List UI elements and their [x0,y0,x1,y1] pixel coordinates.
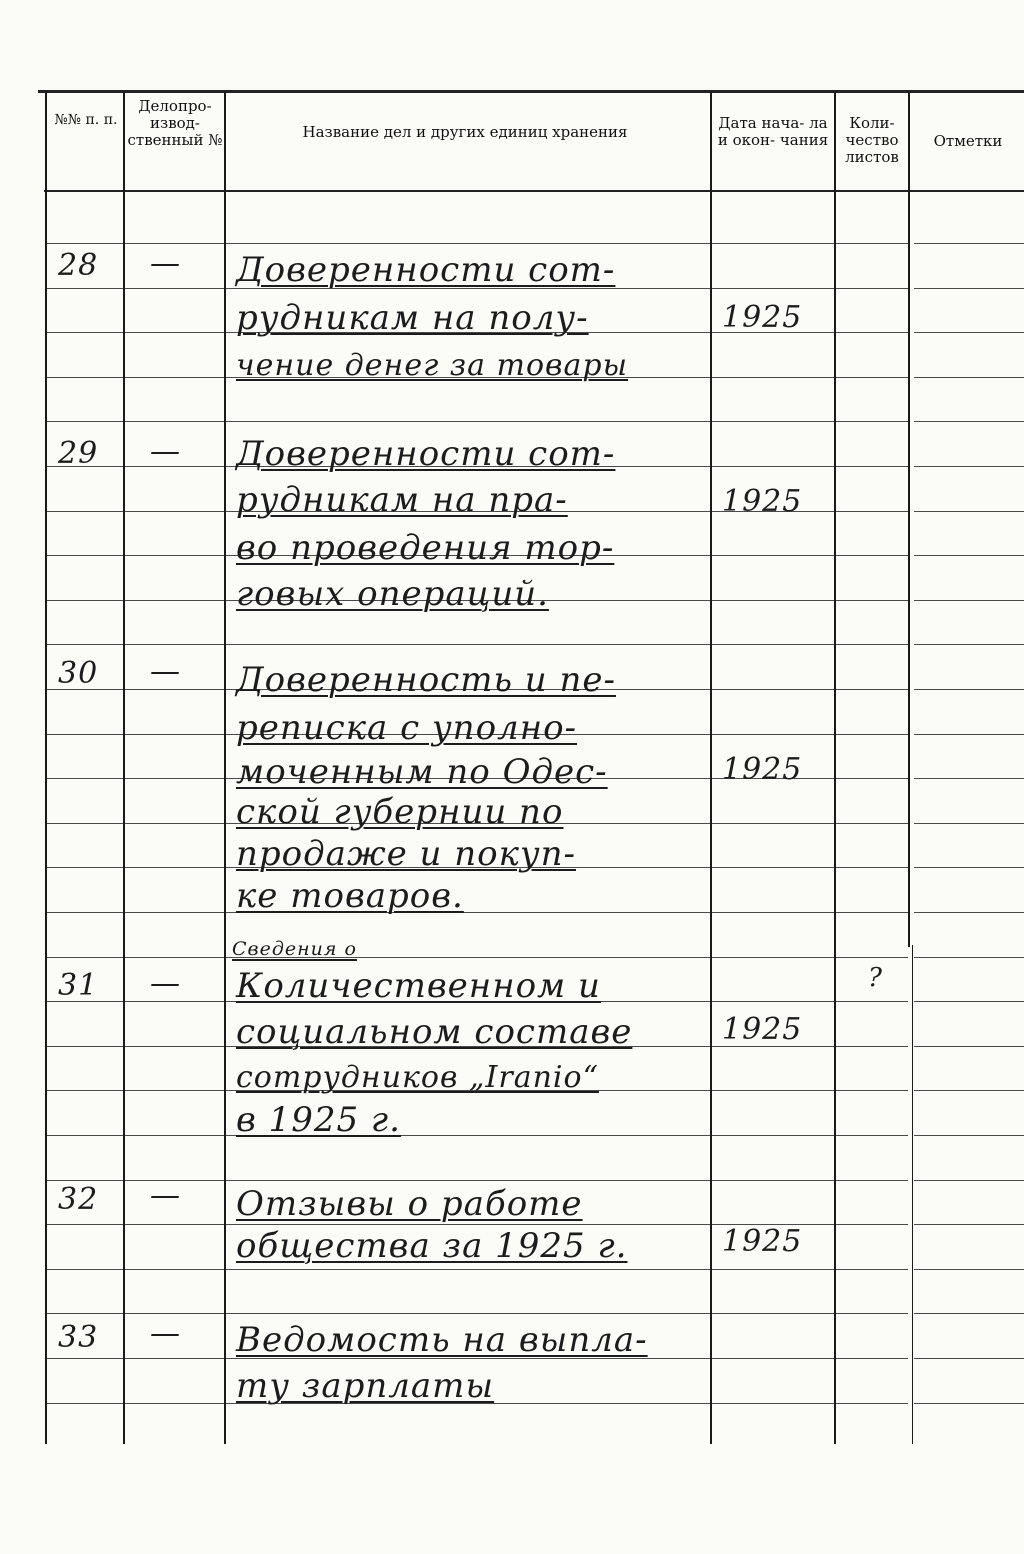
column-line-4 [710,92,712,1444]
ruled-line [226,421,710,422]
ruled-line [712,1403,834,1404]
ruled-line [47,243,123,244]
ruled-line [47,867,123,868]
ruled-line [47,957,123,958]
ruled-line [125,957,224,958]
ruled-line [712,466,834,467]
ruled-line [125,555,224,556]
ruled-line [712,1269,834,1270]
ruled-line [914,1090,1024,1091]
ruled-line [914,1358,1024,1359]
entry-inserted-note: Сведения о [232,938,357,960]
ruled-line [125,734,224,735]
ruled-line [226,1269,710,1270]
ruled-line [226,243,710,244]
ruled-line [712,1135,834,1136]
entry-title-line: чение денег за товары [236,348,629,383]
header-col-dates: Дата нача- ла и окон- чания [717,114,829,149]
entry-title-line: во проведения тор- [236,528,615,568]
entry-title-line: говых операций. [236,574,549,614]
ruled-line [125,332,224,333]
column-line-6 [908,92,910,947]
entry-title-line: Отзывы о работе [236,1184,583,1224]
entry-office-number: — [150,1316,181,1351]
ruled-line [47,1403,123,1404]
entry-number: 30 [58,656,99,691]
ruled-line [914,466,1024,467]
ruled-line [712,377,834,378]
entry-number: 33 [58,1320,99,1355]
ruled-line [836,1403,908,1404]
ruled-line [836,1046,908,1047]
ruled-line [712,555,834,556]
ruled-line [125,288,224,289]
ruled-line [47,1313,123,1314]
header-col-title: Название дел и других единиц хранения [302,123,628,141]
ruled-line [712,734,834,735]
ruled-line [47,288,123,289]
entry-title-line: сотрудников „Iranio“ [236,1060,599,1095]
ruled-line [712,1001,834,1002]
ruled-line [836,689,908,690]
entry-number: 31 [58,968,99,1003]
column-line-6b [912,945,913,1444]
ruled-line [914,1269,1024,1270]
ruled-line [712,1313,834,1314]
ruled-line [836,511,908,512]
entry-title-line: рудникам на пра- [236,480,568,520]
ruled-line [914,1313,1024,1314]
ruled-line [47,1269,123,1270]
entry-title-line: Доверенности сот- [236,434,616,474]
ruled-line [712,421,834,422]
ruled-line [914,689,1024,690]
ruled-line [914,1001,1024,1002]
ruled-line [914,555,1024,556]
ruled-line [914,377,1024,378]
entry-title-line: ту зарплаты [236,1366,495,1406]
entry-title-line: ке товаров. [236,876,464,916]
ruled-line [836,466,908,467]
ruled-line [914,332,1024,333]
ruled-line [836,734,908,735]
entry-office-number: — [150,434,181,469]
ruled-line [836,912,908,913]
ruled-line [125,511,224,512]
ruled-line [914,734,1024,735]
entry-date: 1925 [722,752,803,787]
ruled-line [836,1358,908,1359]
ruled-line [125,867,224,868]
entry-title-line: общества за 1925 г. [236,1226,628,1266]
ruled-line [125,1358,224,1359]
entry-office-number: — [150,654,181,689]
column-line-5 [834,92,836,1444]
entry-number: 28 [58,248,99,283]
ruled-line [914,421,1024,422]
ruled-line [836,1001,908,1002]
ruled-line [914,1135,1024,1136]
entry-title-line: Доверенность и пе- [236,660,616,700]
entry-title-line: моченным по Одес- [236,752,608,792]
ruled-line [47,1135,123,1136]
ruled-line [125,912,224,913]
ruled-line [125,1135,224,1136]
entry-title-line: Ведомость на выпла- [236,1320,648,1360]
entry-office-number: — [150,246,181,281]
ruled-line [712,243,834,244]
ruled-line [836,600,908,601]
ruled-line [47,600,123,601]
ruled-line [47,734,123,735]
ruled-line [712,1090,834,1091]
ruled-line [47,1224,123,1225]
ruled-line [914,778,1024,779]
header-col-notes: Отметки [933,132,1003,150]
entry-date: 1925 [722,1224,803,1259]
ruled-line [125,823,224,824]
column-line-1 [45,92,47,1444]
ruled-line [125,1403,224,1404]
ruled-line [914,912,1024,913]
ruled-line [914,511,1024,512]
ruled-line [836,644,908,645]
header-col-num: №№ п. п. [54,112,118,128]
ruled-line [836,1269,908,1270]
ruled-line [914,288,1024,289]
ruled-line [125,1046,224,1047]
ruled-line [836,1135,908,1136]
entry-office-number: — [150,1178,181,1213]
ruled-line [836,778,908,779]
ruled-line [914,957,1024,958]
ruled-line [836,1224,908,1225]
ruled-line [712,1180,834,1181]
entry-title-line: продаже и покуп- [236,834,577,874]
entry-title-line: реписка с уполно- [236,708,578,748]
ruled-line [125,1269,224,1270]
ruled-line [712,689,834,690]
entry-title-line: Количественном и [236,966,601,1006]
ruled-line [125,778,224,779]
ruled-line [125,1090,224,1091]
top-border [38,90,1024,93]
ruled-line [47,1090,123,1091]
entry-title-line: в 1925 г. [236,1100,401,1140]
ruled-line [125,1224,224,1225]
ruled-line [712,912,834,913]
ruled-line [125,421,224,422]
ruled-line [47,377,123,378]
ruled-line [914,1046,1024,1047]
ruled-line [712,600,834,601]
entry-number: 32 [58,1182,99,1217]
ruled-line [914,823,1024,824]
ruled-line [47,511,123,512]
entry-title-line: рудникам на полу- [236,298,589,338]
entry-sheets-count: ? [868,963,883,993]
entry-title-line: ской губернии по [236,792,564,832]
ruled-line [836,332,908,333]
ruled-line [712,823,834,824]
entry-office-number: — [150,966,181,1001]
ruled-line [914,867,1024,868]
ruled-line [47,421,123,422]
ruled-line [226,644,710,645]
ruled-line [712,957,834,958]
ruled-line [712,644,834,645]
ruled-line [914,243,1024,244]
ruled-line [836,823,908,824]
column-line-3 [224,92,226,1444]
header-col-sheets: Коли- чество листов [845,114,899,166]
ruled-line [836,243,908,244]
entry-date: 1925 [722,1012,803,1047]
ruled-line [914,1180,1024,1181]
ruled-line [226,1224,710,1225]
ruled-line [836,1313,908,1314]
entry-date: 1925 [722,300,803,335]
ruled-line [914,1224,1024,1225]
ruled-line [836,377,908,378]
ruled-line [47,332,123,333]
ruled-line [836,421,908,422]
ruled-line [47,823,123,824]
column-line-2 [123,92,125,1444]
ruled-line [47,644,123,645]
ruled-line [125,377,224,378]
entry-number: 29 [58,436,99,471]
ruled-line [47,1046,123,1047]
ruled-line [712,867,834,868]
ruled-line [836,555,908,556]
ruled-line [47,555,123,556]
ruled-line [836,288,908,289]
ruled-line [836,1180,908,1181]
header-bottom-border [44,190,1024,192]
entry-title-line: социальном составе [236,1012,633,1052]
ruled-line [836,867,908,868]
ruled-line [914,1403,1024,1404]
header-col-office: Делопро- извод- ственный № [127,97,223,149]
entry-title-line: Доверенности сот- [236,250,616,290]
ruled-line [47,1358,123,1359]
ruled-line [712,288,834,289]
entry-date: 1925 [722,484,803,519]
ruled-line [125,644,224,645]
ruled-line [836,1090,908,1091]
ruled-line [914,600,1024,601]
ruled-line [226,1180,710,1181]
ruled-line [712,1358,834,1359]
ruled-line [47,912,123,913]
ruled-line [226,1313,710,1314]
ruled-line [914,644,1024,645]
ruled-line [47,778,123,779]
ruled-line [125,600,224,601]
